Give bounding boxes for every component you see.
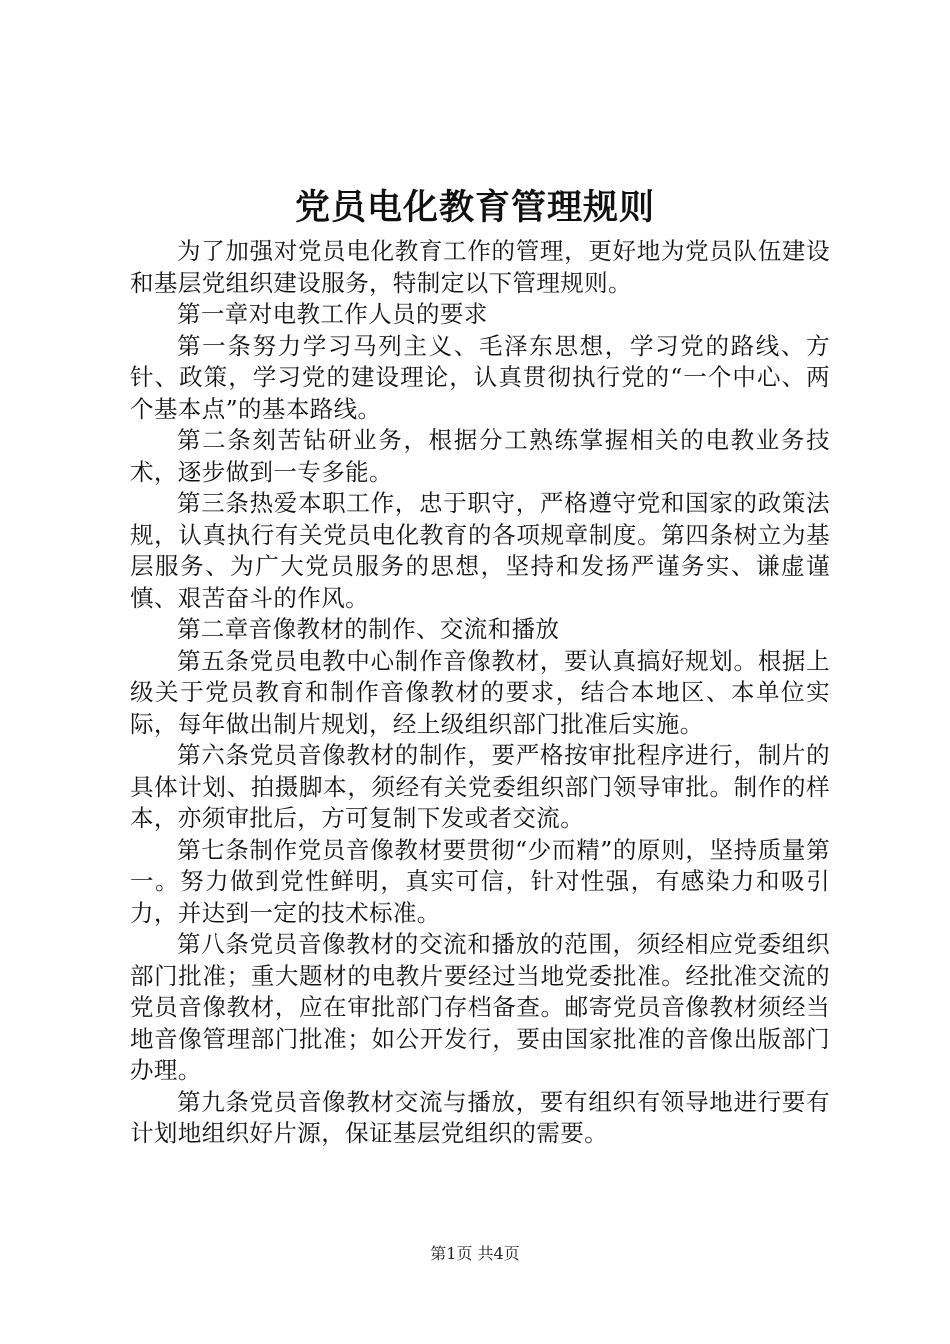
document-body [130,236,830,1150]
paragraph-intro: 为了加强对党员电化教育工作的管理，更好地为党员队伍建设和基层党组织建设服务，特制定以下管理规则。 [130,237,830,297]
article-paragraph: 第七条制作党员音像教材要贯彻“少而精”的原则，坚持质量第一。努力做到党性鲜明，真实可信，针对性强，有感染力和吸引力，并达到一定的技术标准。 [130,835,830,927]
chapter-heading: 第二章音像教材的制作、交流和播放 [177,615,560,643]
article-paragraph: 第一条努力学习马列主义、毛泽东思想，学习党的路线、方针、政策，学习党的建设理论，认真贯彻执行党的“一个中心、两个基本点”的基本路线。 [130,331,830,423]
document-title: 党员电化教育管理规则 [294,187,655,228]
article-paragraph: 第九条党员音像教材交流与播放，要有组织有领导地进行要有计划地组织好片源，保证基层党组织的需要。 [130,1087,830,1147]
article-paragraph: 第二条刻苦钻研业务，根据分工熟练掌握相关的电教业务技术，逐步做到一专多能。 [130,426,830,486]
article-paragraph: 第五条党员电教中心制作音像教材，要认真搞好规划。根据上级关于党员教育和制作音像教材的要求，结合本地区、本单位实际，每年做出制片规划，经上级组织部门批准后实施。 [130,646,830,738]
article-paragraph: 第三条热爱本职工作，忠于职守，严格遵守党和国家的政策法规，认真执行有关党员电化教育的各项规章制度。第四条树立为基层服务、为广大党员服务的思想，坚持和发扬严谨务实、谦虚谨慎、艰苦奋斗的作风。 [130,489,830,612]
chapter-heading: 第一章对电教工作人员的要求 [177,300,488,328]
article-paragraph: 第六条党员音像教材的制作，要严格按审批程序进行，制片的具体计划、拍摄脚本，须经有关党委组织部门领导审批。制作的样本，亦须审批后，方可复制下发或者交流。 [130,741,830,832]
page-footer: 第1页 共4页 [430,1244,520,1263]
article-paragraph: 第八条党员音像教材的交流和播放的范围，须经相应党委组织部门批准；重大题材的电教片要经过当地党委批准。经批准交流的党员音像教材，应在审批部门存档备查。邮寄党员音像教材须经当地音像管理部门批准；如公开发行，要由国家批准的音像出版部门办理。 [130,930,830,1084]
